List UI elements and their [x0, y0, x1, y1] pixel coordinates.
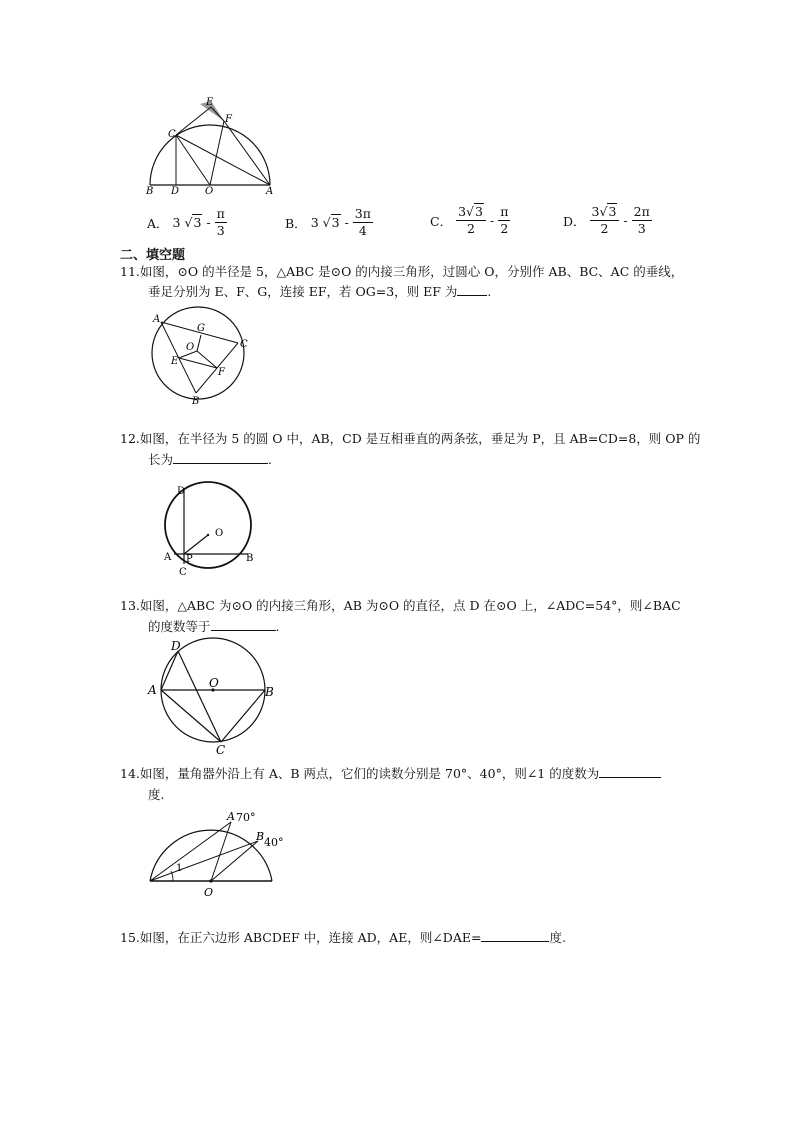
q14-label-70: 70°	[236, 811, 256, 824]
q14-line2: 度.	[148, 787, 165, 802]
q14-line1: 14.如图，量角器外沿上有 A、B 两点，它们的读数分别是 70°、40°，则∠1 的度数为	[120, 764, 661, 784]
q12-line1: 12.如图，在半径为 5 的圆 O 中，AB，CD 是互相垂直的两条弦，垂足为 P，且 AB=CD=8，则 OP 的	[120, 431, 701, 446]
q12-label-p: P	[186, 554, 193, 565]
q13-label-c: C	[216, 743, 226, 757]
q14-label-40: 40°	[264, 836, 284, 849]
q15-answer-blank[interactable]	[481, 928, 549, 942]
q10-label-b: B	[146, 186, 154, 197]
q11-label-g: G	[197, 323, 205, 334]
q12-label-d: D	[177, 486, 186, 497]
q10-option-d[interactable]: D． $\frac{3√3}{2}$ - $\frac{2\pi}{3}$	[563, 204, 650, 236]
q12-label-b: B	[246, 553, 254, 564]
q11-label-a: A	[153, 314, 161, 325]
q10-option-b[interactable]: B． 3 √3 - $\frac{3\pi}{4}$	[285, 206, 371, 238]
q13-label-d: D	[171, 639, 181, 653]
q12-label-c: C	[179, 567, 187, 578]
q10-option-a[interactable]: A． 3 √3 - $\frac{\pi}{3}$	[147, 206, 225, 238]
q14-answer-blank[interactable]	[599, 764, 661, 778]
q11-label-e: E	[171, 356, 179, 367]
q13-line1: 13.如图，△ABC 为⊙O 的内接三角形，AB 为⊙O 的直径，点 D 在⊙O 上，∠ADC=54°，则∠BAC	[120, 598, 681, 613]
q14-label-o: O	[204, 886, 214, 899]
q13-figure	[145, 638, 280, 756]
q12-figure	[160, 480, 270, 580]
q11-label-c: C	[240, 339, 248, 350]
q11-label-f: F	[218, 367, 225, 378]
q14-label-a: A	[227, 810, 235, 823]
q11-label-o: O	[186, 342, 195, 353]
q14-label-angle1: 1	[176, 863, 183, 874]
q14-figure	[145, 805, 284, 900]
q10-label-o: O	[205, 186, 214, 197]
q12-line2: 长为 .	[148, 452, 272, 467]
q14-label-b: B	[256, 830, 265, 843]
q13-answer-blank[interactable]	[211, 617, 276, 631]
q10-label-c: C	[168, 129, 176, 140]
q10-figure	[140, 95, 290, 195]
q12-answer-blank[interactable]	[173, 450, 268, 464]
q11-line1: 11.如图，⊙O 的半径是 5，△ABC 是⊙O 的内接三角形，过圆心 O，分别作 AB、BC、AC 的垂线，	[120, 264, 684, 279]
q15-line1: 15.如图，在正六边形 ABCDEF 中，连接 AD，AE，则∠DAE= 度.	[120, 930, 566, 945]
q10-label-d: D	[171, 186, 180, 197]
q12-label-o: O	[215, 528, 224, 539]
q13-label-a: A	[148, 683, 157, 697]
q13-label-b: B	[265, 685, 274, 699]
q11-label-b: B	[192, 396, 200, 407]
q11-answer-blank[interactable]	[457, 282, 487, 296]
q12-label-a: A	[164, 552, 172, 563]
q10-label-a: A	[266, 186, 274, 197]
q10-label-f: F	[225, 114, 232, 125]
q11-figure	[145, 305, 255, 410]
q10-option-c[interactable]: C． $\frac{3√3}{2}$ - $\frac{\pi}{2}$	[430, 204, 509, 236]
q10-label-e: E	[206, 97, 214, 108]
q13-label-o: O	[209, 676, 219, 690]
q13-line2: 的度数等于 .	[148, 619, 280, 634]
section-title: 二、填空题	[120, 248, 186, 263]
q11-line2: 垂足分别为 E、F、G，连接 EF，若 OG=3，则 EF 为 .	[148, 284, 492, 299]
